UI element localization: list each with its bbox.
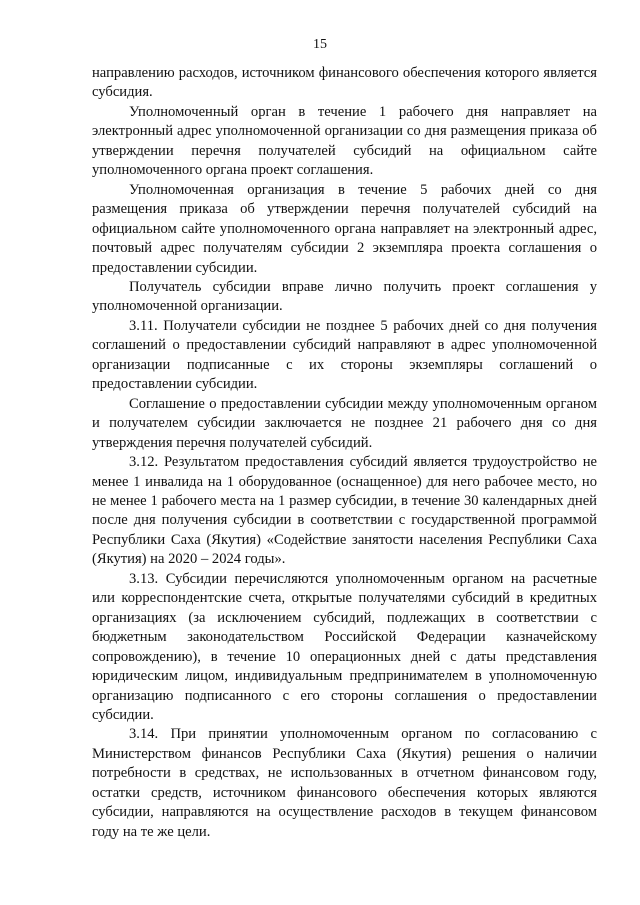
paragraph-agreement-term: Соглашение о предоставлении субсидии между уполномоченным органом и получателем субсидии заключается не позднее 21 рабочего дня со дня утверждения перечня получателей субсидий. [92, 395, 597, 451]
paragraph-personal-receipt: Получатель субсидии вправе лично получить проект соглашения у уполномоченной организации. [92, 278, 597, 315]
paragraph-3-11: 3.11. Получатели субсидии не позднее 5 рабочих дней со дня получения соглашений о предоставлении субсидий направляют в адрес уполномоченной организации подписанные с их стороны экземпляры соглашений о предоставлении субсидии. [92, 317, 597, 393]
paragraph-3-13: 3.13. Субсидии перечисляются уполномоченным органом на расчетные или корреспондентские счета, открытые получателями субсидий в кредитных организациях (за исключением субсидий, подлежащих в соответствии с бюджетным законодательством Российской Федерации казначейскому сопровождению), в течение 10 операционных дней с даты представления юридическим лицом, индивидуальным предпринимателем в уполномоченную организацию подписанного с его стороны соглашения о предоставлении субсидии. [92, 570, 597, 723]
document-body [92, 64, 597, 842]
paragraph-notification-agency: Уполномоченный орган в течение 1 рабочего дня направляет на электронный адрес уполномоченной организации со дня размещения приказа об утверждении перечня получателей субсидий на официальном сайте уполномоченного органа проект соглашения. [92, 103, 597, 179]
paragraph-continuation: направлению расходов, источником финансового обеспечения которого является субсидия. [92, 65, 597, 101]
paragraph-3-14: 3.14. При принятии уполномоченным органом по согласованию с Министерством финансов Республики Саха (Якутия) решения о наличии потребности в средствах, не использованных в отчетном финансовом году, остатки средств, источником финансового обеспечения которых являются субсидии, направляются на осуществление расходов в текущем финансовом году на те же цели. [92, 726, 597, 840]
paragraph-3-12: 3.12. Результатом предоставления субсидий является трудоустройство не менее 1 инвалида на 1 оборудованное (оснащенное) для него рабочее место, но не менее 1 рабочего места на 1 размер субсидии, в течение 30 календарных дней после дня получения субсидии в соответствии с государственной программой Республики Саха (Якутия) «Содействие занятости населения Республики Саха (Якутия) на 2020 – 2024 годы». [92, 454, 597, 568]
page-number: 15 [313, 37, 327, 52]
paragraph-organization-sends-draft: Уполномоченная организация в течение 5 рабочих дней со дня размещения приказа об утверждении перечня получателей субсидий на официальном сайте уполномоченного органа направляет на электронный адрес, почтовый адрес получателям субсидии 2 экземпляра проекта соглашения о предоставлении субсидии. [92, 181, 597, 276]
